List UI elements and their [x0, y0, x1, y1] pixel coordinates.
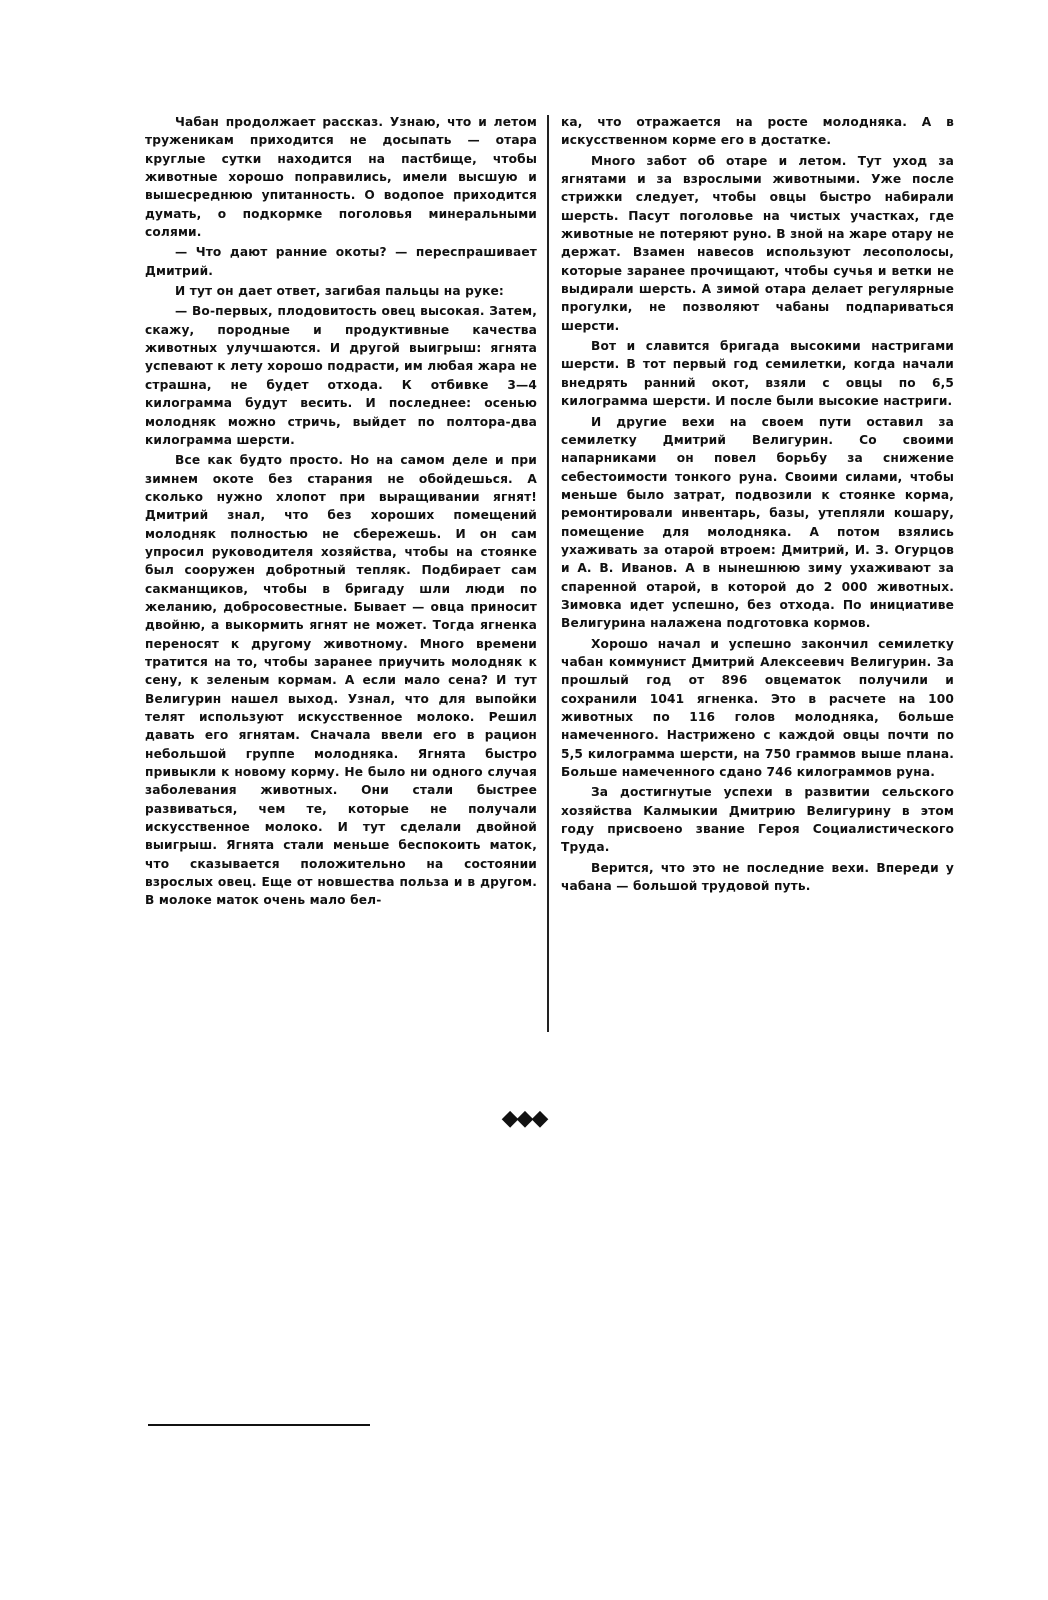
right-text-column [561, 113, 954, 897]
paragraph: И другие вехи на своем пути оставил за семилетку Дмитрий Велигурин. Со своими напарниками он повел борьбу за снижение себестоимости тонкого руна. Своими силами, чтобы меньше было затрат, подвозили к стоянке корма, ремонтировали инвентарь, базы, утепляли кошару, помещение для молодняка. А потом взялись ухаживать за отарой втроем: Дмитрий, И. З. Огурцов и А. В. Иванов. А в нынешнюю зиму ухаживают за спаренной отарой, в которой до 2 000 животных. Зимовка идет успешно, без отхода. По инициативе Велигурина налажена подготовка кормов. [561, 414, 954, 631]
paragraph: И тут он дает ответ, загибая пальцы на руке: [175, 284, 504, 299]
paragraph: Много забот об отаре и летом. Тут уход за ягнятами и за взрослыми животными. Уже после стрижки следует, чтобы овцы быстро набирали шерсть. Пасут поголовье на чистых участках, где животные не потеряют руно. В зной на жаре отару не держат. Взамен навесов используют лесополосы, которые заранее прочищают, чтобы сучья и ветки не выдирали шерсть. А зимой отара делает регулярные прогулки, не позволяют чабаны подпариваться шерсти. [561, 153, 954, 333]
paragraph: Вот и славится бригада высокими настригами шерсти. В тот первый год семилетки, когда начали внедрять ранний окот, взяли с овцы по 6,5 килограмма шерсти. И после были высокие настриги. [561, 339, 954, 409]
paragraph: За достигнутые успехи в развитии сельского хозяйства Калмыкии Дмитрию Велигурину в этом году присвоено звание Героя Социалистического Труда. [561, 785, 954, 855]
paragraph: — Что дают ранние окоты? — переспрашивает Дмитрий. [145, 245, 537, 278]
paragraph: Все как будто просто. Но на самом деле и при зимнем окоте без старания не обойдешься. А сколько нужно хлопот при выращивании ягнят! Дмитрий знал, что без хороших помещений молодняк полностью не сбережешь. И он сам упросил руководителя хозяйства, чтобы на стоянке был сооружен добротный тепляк. Подбирает сам сакманщиков, чтобы в бригаду шли люди по желанию, добросовестные. Бывает — овца приносит двойню, а выкормить ягнят не может. Тогда ягненка переносят к другому животному. Много времени тратится на то, чтобы заранее приучить молодняк к сену, к зеленым кормам. А если мало сена? И тут Велигурин нашел выход. Узнал, что для выпойки телят используют искусственное молоко. Решил давать его ягнятам. Сначала ввели его в рацион небольшой группе молодняка. Ягнята быстро привыкли к новому корму. Не было ни одного случая заболевания животных. Они стали быстрее развиваться, чем те, которые не получали искусственное молоко. И тут сделали двойной выигрыш. Ягнята стали меньше беспокоить маток, что сказывается положительно на состоянии взрослых овец. Еще от новшества польза и в другом. В молоке маток очень мало бел- [145, 453, 537, 908]
paragraph: Чабан продолжает рассказ. Узнаю, что и летом труженикам приходится не досыпать — отара круглые сутки находится на пастбище, чтобы животные хорошо поправились, имели высшую и вышесреднюю упитанность. О водопое приходится думать, о подкормке поголовья минеральными солями. [145, 115, 537, 240]
section-ornament: ◆◆◆ [501, 1106, 547, 1131]
left-text-column [145, 113, 537, 912]
paragraph: ка, что отражается на росте молодняка. А в искусственном корме его в достатке. [561, 115, 954, 148]
paragraph: Хорошо начал и успешно закончил семилетку чабан коммунист Дмитрий Алексеевич Велигурин. За прошлый год от 896 овцематок получили и сохранили 1041 ягненка. Это в расчете на 100 животных по 116 голов молодняка, больше намеченного. Настрижено с каждой овцы почти по 5,5 килограмма шерсти, на 750 граммов выше плана. Больше намеченного сдано 746 килограммов руна. [561, 636, 954, 780]
footnote-rule [148, 1424, 370, 1426]
paragraph: Верится, что это не последние вехи. Впереди у чабана — большой трудовой путь. [561, 860, 954, 894]
paragraph: — Во-первых, плодовитость овец высокая. Затем, скажу, породные и продуктивные качества животных улучшаются. И другой выигрыш: ягнята успевают к лету хорошо подрасти, им любая жара не страшна, не будет отхода. К отбивке 3—4 килограмма будут весить. И последнее: осенью молодняк можно стричь, выйдет по полтора-два килограмма шерсти. [145, 304, 537, 447]
column-divider [547, 115, 549, 1032]
